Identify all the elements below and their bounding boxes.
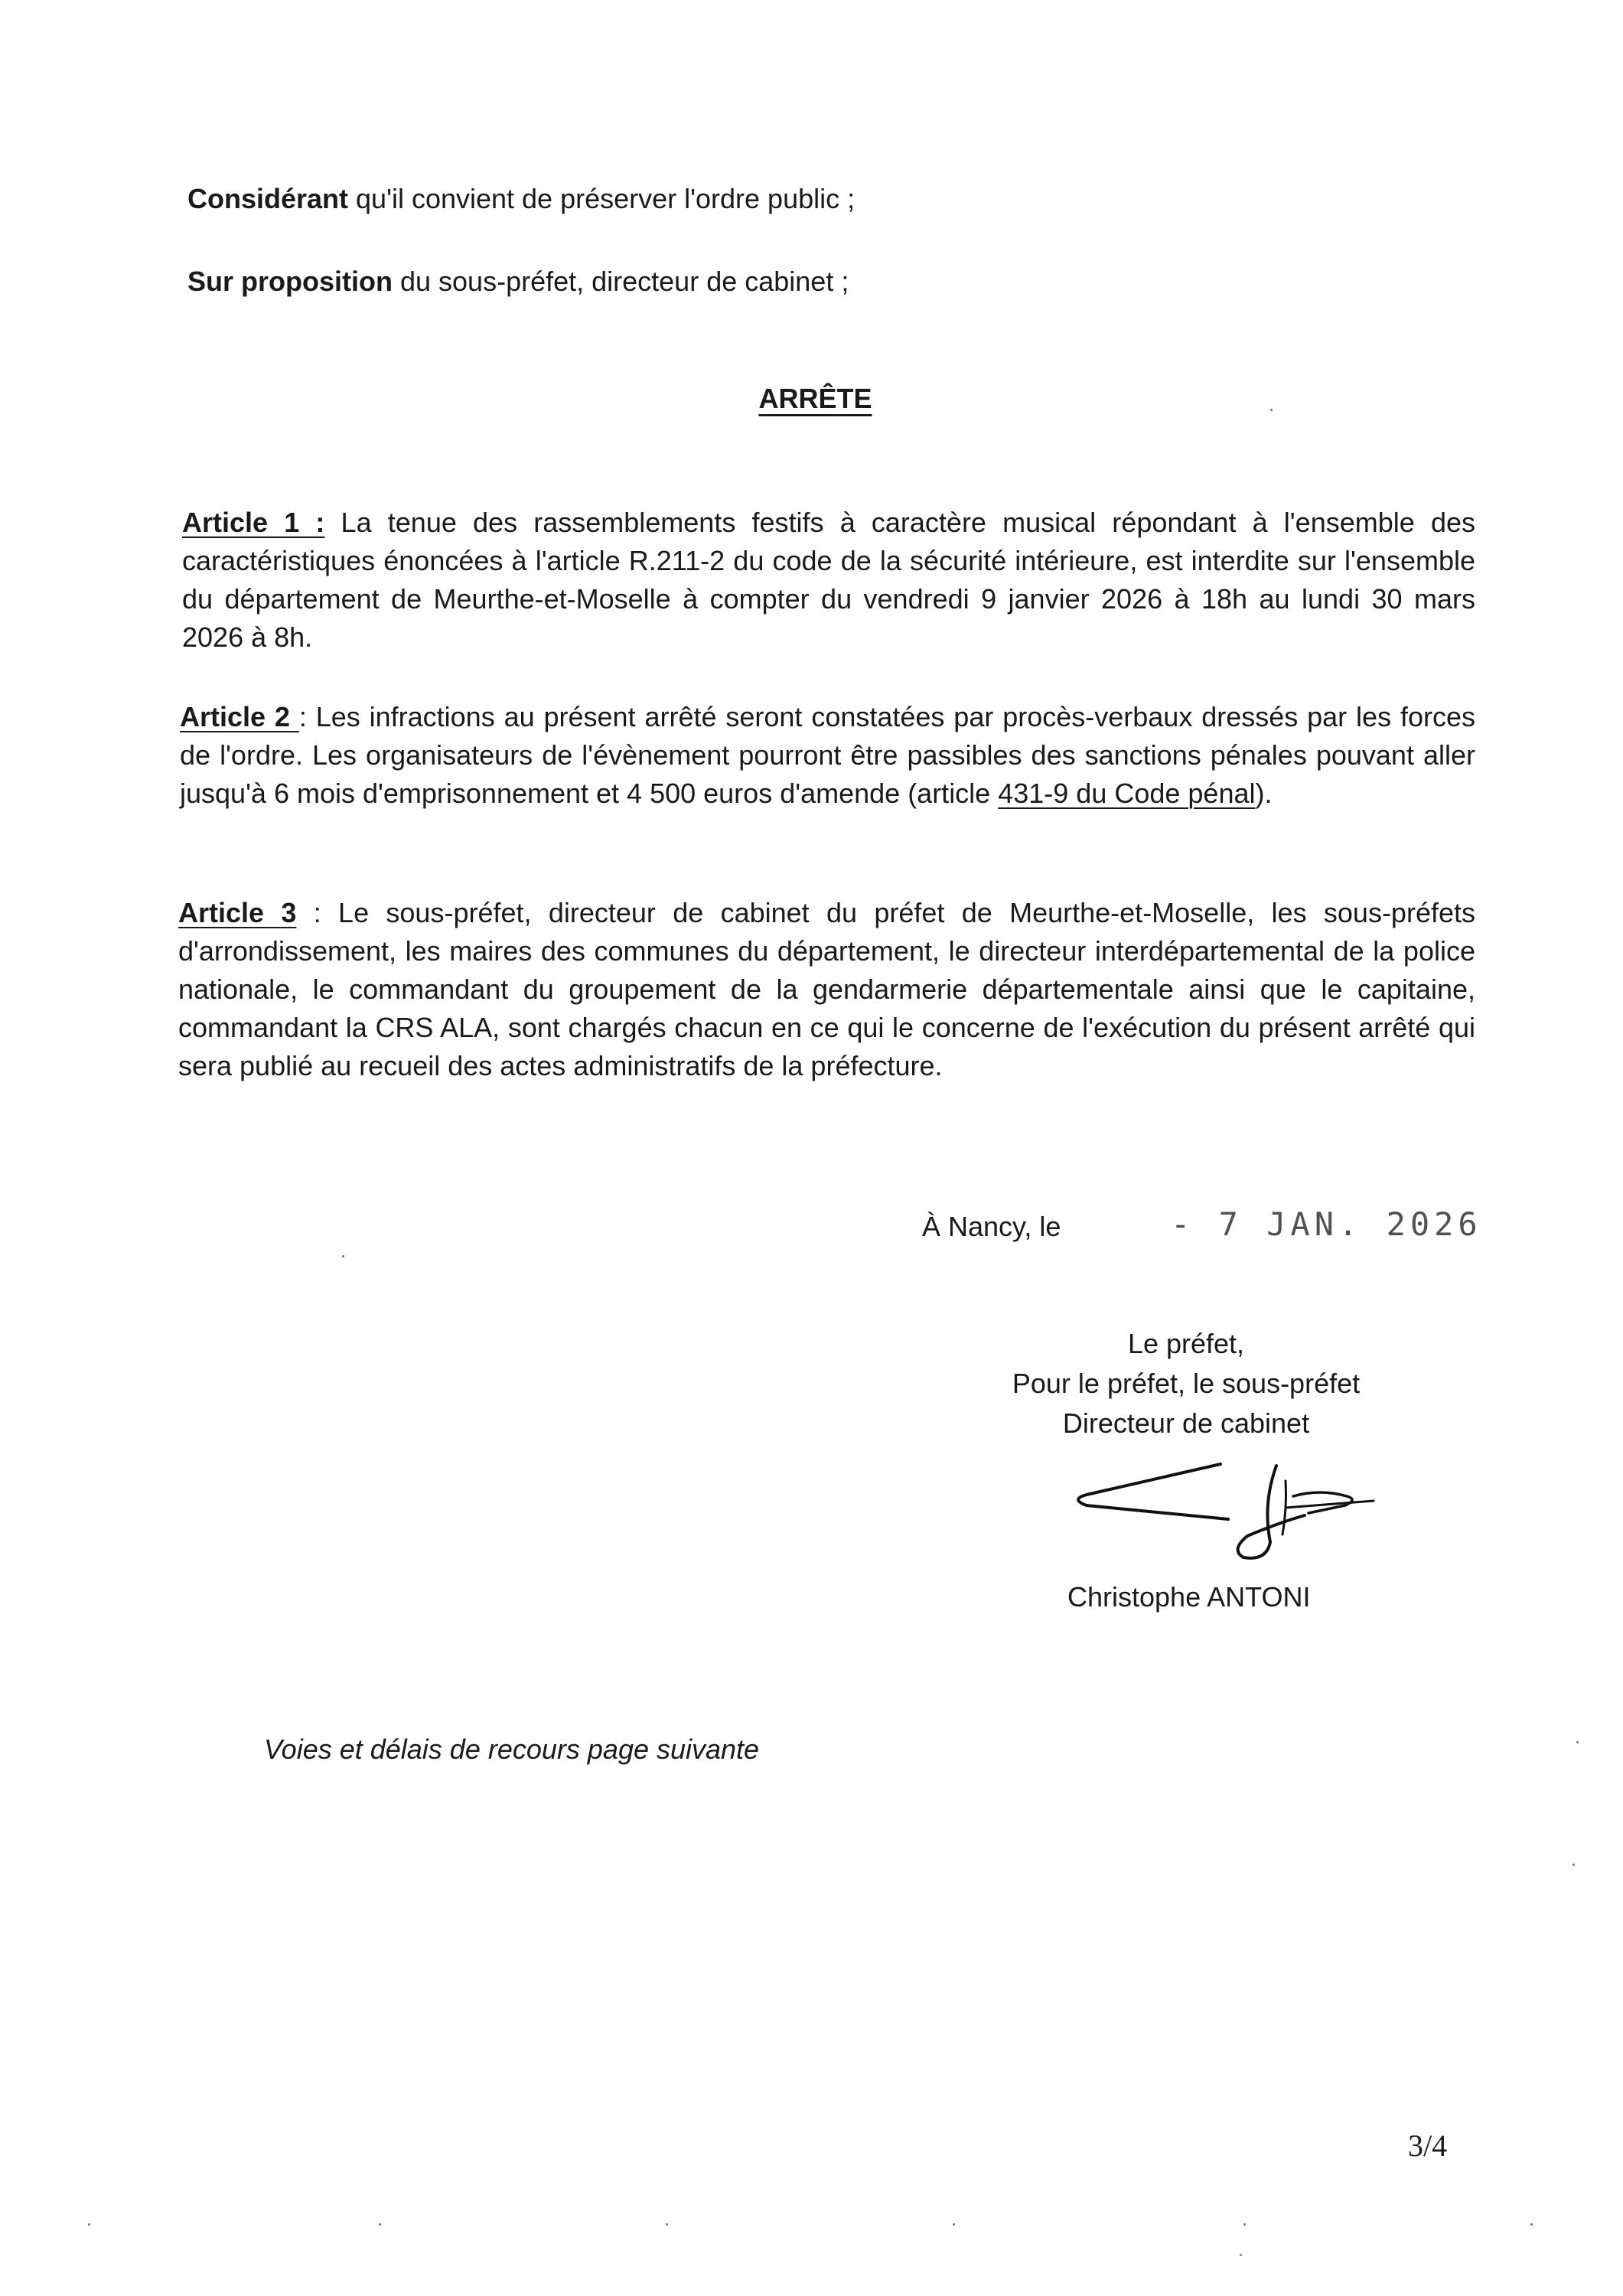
recours-note: Voies et délais de recours page suivante bbox=[264, 1733, 760, 1765]
article-1 bbox=[182, 504, 1475, 657]
signature-block bbox=[957, 1324, 1416, 1443]
scan-speck bbox=[1240, 2254, 1242, 2256]
considerant-bold: Considérant bbox=[187, 183, 349, 214]
article-1-text: La tenue des rassemblements festifs à caractère musical répondant à l'ensemble des caractéristiques énoncées à l'article R.211-2 du code de la sécurité intérieure, est interdite sur l'ensemble du département de Meurthe-et-Moselle à compter du vendredi 9 janvier 2026 à 18h au lundi 30 mars 2026 à 8h. bbox=[182, 507, 1475, 653]
article-3-label: Article 3 bbox=[178, 897, 297, 928]
scan-speck bbox=[953, 2223, 955, 2226]
considerant-paragraph bbox=[187, 180, 855, 218]
proposition-bold: Sur proposition bbox=[187, 266, 393, 297]
scan-speck bbox=[666, 2223, 668, 2226]
article-3 bbox=[178, 894, 1475, 1085]
scan-speck bbox=[1576, 1741, 1579, 1743]
code-penal-link[interactable]: 431-9 du Code pénal bbox=[998, 778, 1256, 809]
proposition-text: du sous-préfet, directeur de cabinet ; bbox=[392, 266, 849, 297]
signature-line-3: Directeur de cabinet bbox=[1062, 1407, 1310, 1439]
scan-speck bbox=[1572, 1864, 1575, 1866]
scan-speck bbox=[1243, 2223, 1246, 2226]
handwritten-signature bbox=[1056, 1450, 1393, 1565]
signature-line-2: Pour le préfet, le sous-préfet bbox=[1012, 1368, 1361, 1399]
article-3-text: : Le sous-préfet, directeur de cabinet du préfet de Meurthe-et-Moselle, les sous-préfets d'arrondissement, les maires des communes du département, le directeur interdépartemental de la police nationale, le commandant du groupement de la gendarmerie départementale ainsi que le capitaine, commandant la CRS ALA, sont chargés chacun en ce qui le concerne de l'exécution du présent arrêté qui sera publié au recueil des actes administratifs de la préfecture. bbox=[178, 897, 1475, 1081]
scan-speck bbox=[342, 1255, 344, 1257]
signature-line-1: Le préfet, bbox=[1127, 1328, 1245, 1359]
scan-speck bbox=[88, 2223, 90, 2226]
scan-speck bbox=[379, 2223, 381, 2226]
article-2 bbox=[180, 698, 1475, 813]
scan-speck bbox=[1530, 2223, 1533, 2226]
article-2-label: Article 2 bbox=[180, 701, 299, 732]
considerant-text: qu'il convient de préserver l'ordre public ; bbox=[348, 183, 855, 214]
article-2-text-end: ). bbox=[1255, 778, 1273, 809]
date-stamp: - 7 JAN. 2026 bbox=[1171, 1205, 1482, 1243]
article-2-text: : Les infractions au présent arrêté seront constatées par procès-verbaux dressés par les forces de l'ordre. Les organisateurs de l'évènement pourront être passibles des sanctions pénales pouvant aller jusqu'à 6 mois d'emprisonnement et 4 500 euros d'amende (article bbox=[180, 701, 1475, 809]
signatory-name: Christophe ANTONI bbox=[1067, 1581, 1311, 1613]
signature-place: À Nancy, le bbox=[922, 1211, 1061, 1242]
arrete-title: ARRÊTE bbox=[758, 383, 872, 414]
page-number: 3/4 bbox=[1408, 2128, 1448, 2163]
article-1-label: Article 1 : bbox=[182, 507, 325, 538]
proposition-paragraph bbox=[187, 263, 849, 301]
scan-speck bbox=[1270, 409, 1273, 411]
